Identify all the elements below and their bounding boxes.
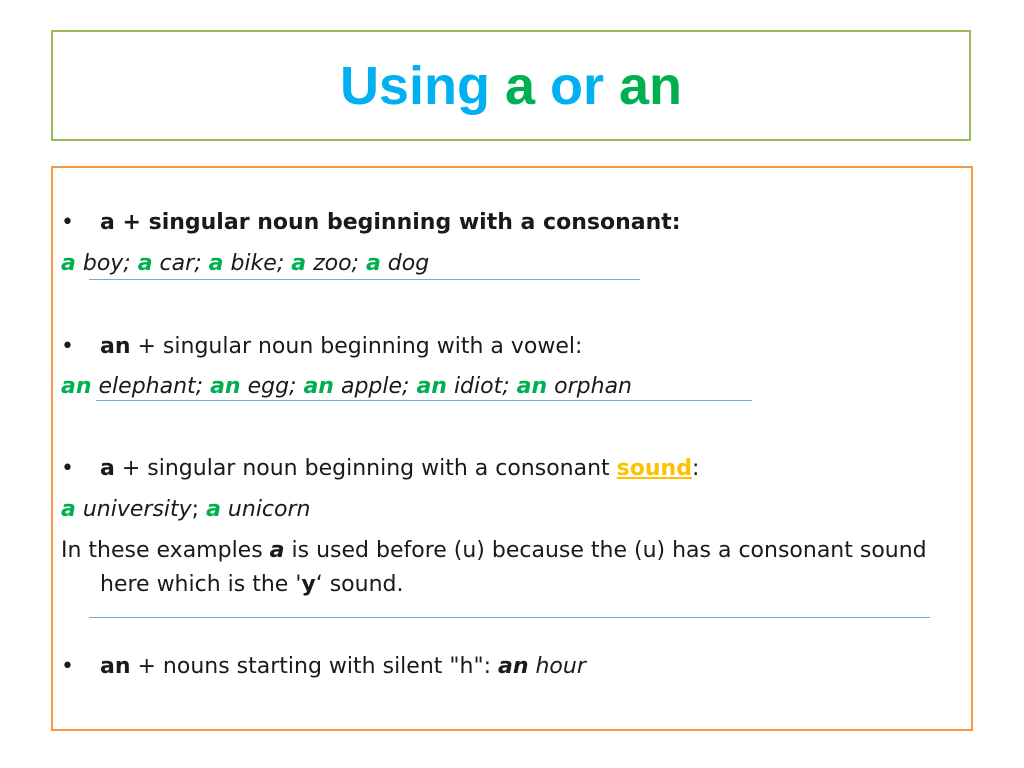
examples-a-consonant-sound [61, 496, 310, 524]
example-word: unicorn [220, 497, 311, 522]
bullet-dot: • [61, 654, 74, 679]
note-text: In these examples [61, 538, 270, 563]
bullet-lead: an [100, 334, 131, 359]
article: a [291, 251, 307, 276]
article: an [210, 374, 241, 399]
bullet-a-consonant-text: a + singular noun beginning with a consonant: [100, 210, 681, 235]
example-word: elephant [91, 374, 196, 399]
note-text: ‘ sound. [315, 572, 404, 597]
title-part-or: or [535, 55, 620, 116]
highlight-sound: sound [616, 456, 692, 481]
bullet-a-consonant-sound [61, 455, 699, 483]
title-part-using: Using [339, 55, 505, 116]
bullet-lead: a [100, 456, 115, 481]
example-word: car [152, 251, 195, 276]
article: a [208, 251, 224, 276]
example-article: an [497, 654, 529, 679]
separator: ; [402, 374, 417, 399]
note-line-1 [61, 537, 927, 565]
note-line-2 [100, 571, 403, 599]
bullet-an-silent-h [61, 653, 586, 681]
example-word: idiot [446, 374, 503, 399]
example-word: bike [223, 251, 277, 276]
note-emphasis: a [269, 538, 285, 563]
bullet-a-consonant [61, 209, 681, 237]
bullet-text: + nouns starting with silent "h": [130, 654, 498, 679]
bullet-an-vowel [61, 333, 582, 361]
divider [96, 400, 752, 401]
example-word: orphan [547, 374, 632, 399]
article: an [61, 374, 92, 399]
separator: ; [194, 251, 209, 276]
divider [89, 617, 930, 618]
separator: ; [502, 374, 517, 399]
example-word: hour [528, 654, 586, 679]
article: a [61, 497, 76, 522]
slide-title [339, 55, 683, 116]
note-text: is used before (u) because the (u) has a consonant sound [284, 538, 927, 563]
bullet-dot: • [61, 334, 74, 359]
separator: ; [195, 374, 211, 399]
note-emphasis: y [301, 572, 316, 597]
example-word: university [75, 497, 192, 522]
bullet-dot: • [61, 456, 74, 481]
bullet-colon: : [691, 456, 700, 481]
examples-a-consonant [61, 250, 429, 278]
bullet-text: + singular noun beginning with a vowel: [130, 334, 583, 359]
separator: ; [191, 497, 207, 522]
example-word: dog [380, 251, 430, 276]
bullet-lead: an [100, 654, 131, 679]
divider [89, 279, 640, 280]
article: a [365, 251, 381, 276]
separator: ; [351, 251, 366, 276]
title-part-an: an [619, 55, 683, 116]
examples-an-vowel [61, 373, 632, 401]
separator: ; [289, 374, 304, 399]
article: a [61, 251, 76, 276]
separator: ; [123, 251, 138, 276]
example-word: boy [75, 251, 124, 276]
title-part-a: a [504, 55, 535, 116]
bullet-dot: • [61, 210, 74, 235]
separator: ; [276, 251, 292, 276]
article: an [416, 374, 447, 399]
example-word: egg [240, 374, 290, 399]
example-word: apple [333, 374, 403, 399]
bullet-text: + singular noun beginning with a consonant [114, 456, 617, 481]
title-box [51, 30, 971, 141]
example-word: zoo [306, 251, 352, 276]
article: a [137, 251, 153, 276]
article: an [516, 374, 548, 399]
article: a [206, 497, 221, 522]
article: an [303, 374, 334, 399]
note-text: here which is the ' [100, 572, 302, 597]
